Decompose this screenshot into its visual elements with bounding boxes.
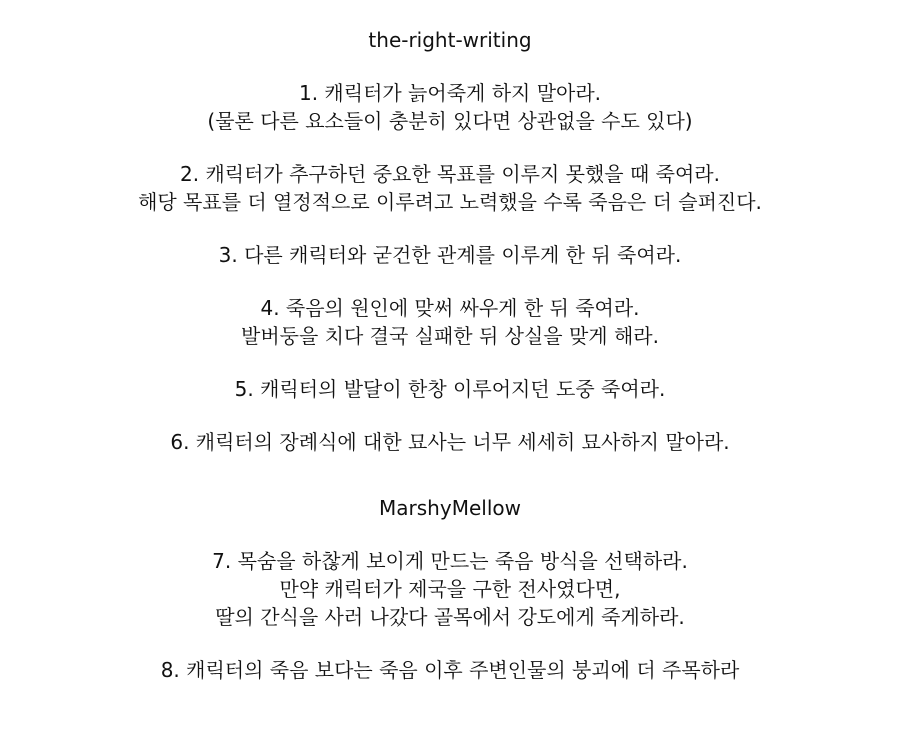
rule-8 (0, 656, 900, 684)
section-the-right-writing (0, 26, 900, 456)
author-name: MarshyMellow (379, 496, 521, 520)
section-marshymellow (0, 494, 900, 684)
rule-line: 5. 캐릭터의 발달이 한창 이루어지던 도중 죽여라. (234, 377, 666, 401)
rule-line: (물론 다른 요소들이 충분히 있다면 상관없을 수도 있다) (207, 109, 693, 133)
rule-4 (0, 294, 900, 350)
author-name: the-right-writing (368, 28, 532, 52)
rule-line: 만약 캐릭터가 제국을 구한 전사였다면, (279, 577, 621, 601)
rule-7 (0, 547, 900, 631)
rule-3 (0, 241, 900, 269)
rule-line: 4. 죽음의 원인에 맞써 싸우게 한 뒤 죽여라. (260, 296, 640, 320)
rule-line: 3. 다른 캐릭터와 굳건한 관계를 이루게 한 뒤 죽여라. (218, 243, 682, 267)
rule-2 (0, 160, 900, 216)
rule-6 (0, 428, 900, 456)
rule-line: 1. 캐릭터가 늙어죽게 하지 말아라. (298, 81, 602, 105)
rule-line: 딸의 간식을 사러 나갔다 골목에서 강도에게 죽게하라. (215, 605, 685, 629)
rule-line: 2. 캐릭터가 추구하던 중요한 목표를 이루지 못했을 때 죽여라. (180, 162, 720, 186)
rule-line: 8. 캐릭터의 죽음 보다는 죽음 이후 주변인물의 붕괴에 더 주목하라 (160, 658, 740, 682)
rule-1 (0, 79, 900, 135)
rule-line: 7. 목숨을 하찮게 보이게 만드는 죽음 방식을 선택하라. (212, 549, 688, 573)
rule-line: 6. 캐릭터의 장례식에 대한 묘사는 너무 세세히 묘사하지 말아라. (170, 430, 730, 454)
rule-line: 해당 목표를 더 열정적으로 이루려고 노력했을 수록 죽음은 더 슬퍼진다. (138, 190, 762, 214)
rule-line: 발버둥을 치다 결국 실패한 뒤 상실을 맞게 해라. (241, 324, 659, 348)
rule-5 (0, 375, 900, 403)
